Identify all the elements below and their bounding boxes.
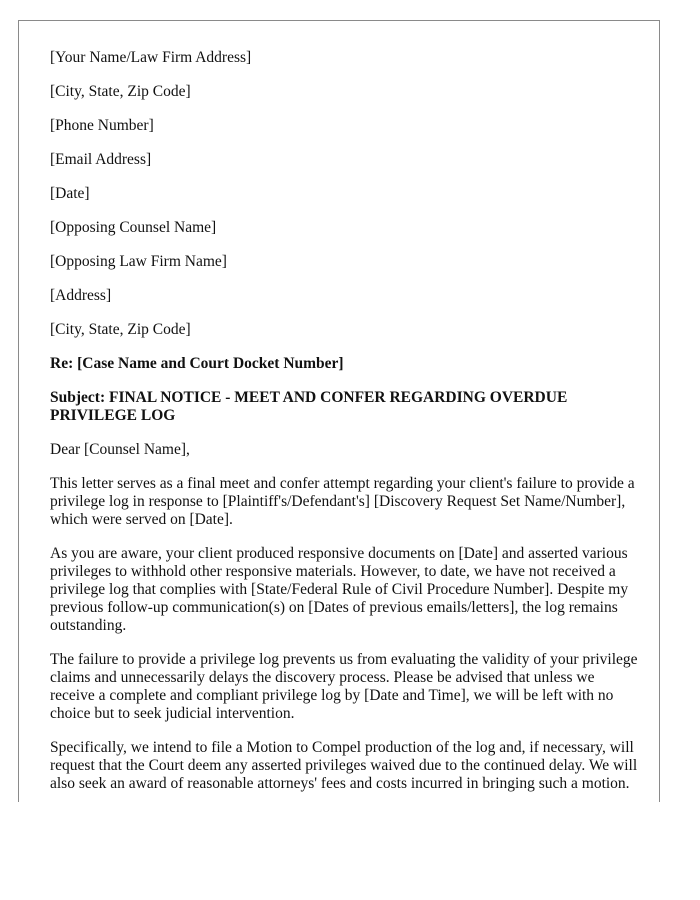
sender-city-state-zip: [City, State, Zip Code] (50, 83, 191, 100)
recipient-address: [Address] (50, 287, 112, 304)
letter-page (18, 20, 660, 802)
letter-date: [Date] (50, 185, 90, 202)
paragraph: Specifically, we intend to file a Motion to Compel production of the log and, if necessary, will request that the Court deem any asserted privileges waived due to the continued delay. We will also seek an award of reasonable attorneys' fees and costs incurred in bringing such a motion. (50, 739, 638, 792)
subject-line: Subject: FINAL NOTICE - MEET AND CONFER REGARDING OVERDUE PRIVILEGE LOG (50, 389, 568, 424)
sender-email: [Email Address] (50, 151, 152, 168)
recipient-name: [Opposing Counsel Name] (50, 219, 217, 236)
paragraph: This letter serves as a final meet and confer attempt regarding your client's failure to provide a privilege log in response to [Plaintiff's/Defendant's] [Discovery Request Set Name/Number], which were served on [Date]. (50, 475, 635, 528)
paragraph: As you are aware, your client produced responsive documents on [Date] and asserted various privileges to withhold other responsive materials. However, to date, we have not received a privilege log that complies with [State/Federal Rule of Civil Procedure Number]. Despite my previous follow-up communication(s) on [Dates of previous emails/letters], the log remains outstanding. (50, 545, 629, 634)
re-line: Re: [Case Name and Court Docket Number] (50, 355, 344, 372)
salutation: Dear [Counsel Name], (50, 441, 190, 458)
recipient-city-state-zip: [City, State, Zip Code] (50, 321, 191, 338)
letter-body (50, 49, 640, 802)
sender-phone: [Phone Number] (50, 117, 154, 134)
sender-name-address: [Your Name/Law Firm Address] (50, 49, 252, 66)
recipient-firm: [Opposing Law Firm Name] (50, 253, 227, 270)
paragraph: The failure to provide a privilege log prevents us from evaluating the validity of your privilege claims and unnecessarily delays the discovery process. Please be advised that unless we receive a complete and compliant privilege log by [Date and Time], we will be left with no choice but to seek judicial intervention. (50, 651, 638, 722)
